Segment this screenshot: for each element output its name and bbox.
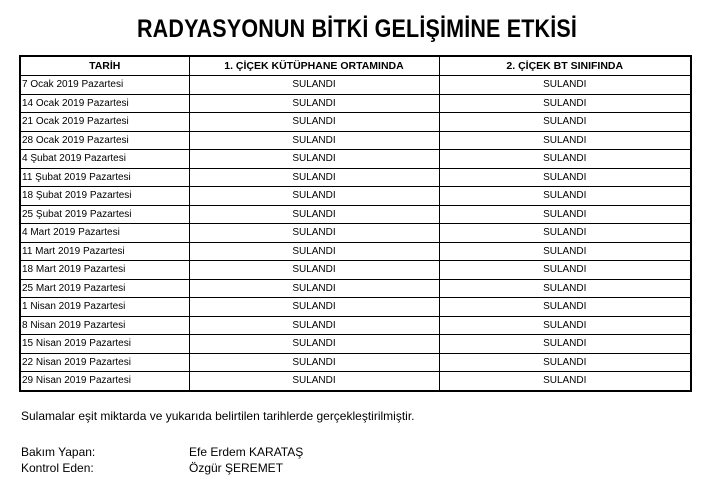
date-cell: 25 Şubat 2019 Pazartesi [20, 205, 189, 224]
flower-2-status-cell: SULANDI [439, 76, 691, 95]
flower-2-status-cell: SULANDI [439, 150, 691, 169]
flower-2-status-cell: SULANDI [439, 316, 691, 335]
checked-by-name: Özgür ŞEREMET [189, 461, 284, 475]
checked-by-label: Kontrol Eden: [21, 461, 94, 475]
flower-1-status-cell: SULANDI [189, 279, 439, 298]
table-row [20, 316, 691, 335]
flower-2-status-cell: SULANDI [439, 94, 691, 113]
date-cell: 25 Mart 2019 Pazartesi [20, 279, 189, 298]
flower-1-status-cell: SULANDI [189, 298, 439, 317]
flower-1-status-cell: SULANDI [189, 131, 439, 150]
flower-2-status-cell: SULANDI [439, 298, 691, 317]
date-cell: 18 Şubat 2019 Pazartesi [20, 187, 189, 206]
table-row [20, 242, 691, 261]
flower-2-status-cell: SULANDI [439, 335, 691, 354]
flower-2-status-cell: SULANDI [439, 372, 691, 391]
date-cell: 21 Ocak 2019 Pazartesi [20, 113, 189, 132]
watering-note: Sulamalar eşit miktarda ve yukarıda belirtilen tarihlerde gerçekleştirilmiştir. [21, 409, 415, 423]
date-cell: 22 Nisan 2019 Pazartesi [20, 353, 189, 372]
table-row [20, 150, 691, 169]
flower-2-status-cell: SULANDI [439, 279, 691, 298]
date-cell: 18 Mart 2019 Pazartesi [20, 261, 189, 280]
table-header-row [20, 56, 691, 76]
header-flower-1-library: 1. ÇİÇEK KÜTÜPHANE ORTAMINDA [189, 56, 439, 76]
flower-2-status-cell: SULANDI [439, 205, 691, 224]
date-cell: 4 Mart 2019 Pazartesi [20, 224, 189, 243]
flower-2-status-cell: SULANDI [439, 261, 691, 280]
date-cell: 29 Nisan 2019 Pazartesi [20, 372, 189, 391]
flower-2-status-cell: SULANDI [439, 113, 691, 132]
table-row [20, 168, 691, 187]
table-row [20, 372, 691, 391]
document-title: RADYASYONUN BİTKİ GELİŞİMİNE ETKİSİ [136, 15, 578, 43]
flower-2-status-cell: SULANDI [439, 224, 691, 243]
watering-log-table [19, 55, 692, 392]
flower-2-status-cell: SULANDI [439, 168, 691, 187]
date-cell: 4 Şubat 2019 Pazartesi [20, 150, 189, 169]
maintained-by-name: Efe Erdem KARATAŞ [189, 445, 304, 459]
flower-2-status-cell: SULANDI [439, 353, 691, 372]
flower-1-status-cell: SULANDI [189, 242, 439, 261]
maintained-by-row [21, 444, 303, 460]
header-date: TARİH [20, 56, 189, 76]
table-row [20, 335, 691, 354]
flower-2-status-cell: SULANDI [439, 131, 691, 150]
table-row [20, 298, 691, 317]
date-cell: 28 Ocak 2019 Pazartesi [20, 131, 189, 150]
table-row [20, 131, 691, 150]
date-cell: 1 Nisan 2019 Pazartesi [20, 298, 189, 317]
table-row [20, 224, 691, 243]
table-row [20, 353, 691, 372]
flower-1-status-cell: SULANDI [189, 150, 439, 169]
flower-1-status-cell: SULANDI [189, 224, 439, 243]
maintained-by-label: Bakım Yapan: [21, 445, 96, 459]
table-row [20, 76, 691, 95]
date-cell: 7 Ocak 2019 Pazartesi [20, 76, 189, 95]
table-row [20, 205, 691, 224]
date-cell: 8 Nisan 2019 Pazartesi [20, 316, 189, 335]
flower-1-status-cell: SULANDI [189, 261, 439, 280]
flower-2-status-cell: SULANDI [439, 242, 691, 261]
flower-1-status-cell: SULANDI [189, 168, 439, 187]
date-cell: 15 Nisan 2019 Pazartesi [20, 335, 189, 354]
date-cell: 11 Şubat 2019 Pazartesi [20, 168, 189, 187]
table-row [20, 261, 691, 280]
table-row [20, 279, 691, 298]
date-cell: 14 Ocak 2019 Pazartesi [20, 94, 189, 113]
table-row [20, 94, 691, 113]
checked-by-row [21, 460, 283, 476]
flower-1-status-cell: SULANDI [189, 316, 439, 335]
flower-1-status-cell: SULANDI [189, 113, 439, 132]
flower-1-status-cell: SULANDI [189, 205, 439, 224]
flower-1-status-cell: SULANDI [189, 353, 439, 372]
header-flower-2-it-class: 2. ÇİÇEK BT SINIFINDA [439, 56, 691, 76]
flower-1-status-cell: SULANDI [189, 372, 439, 391]
flower-1-status-cell: SULANDI [189, 94, 439, 113]
table-row [20, 187, 691, 206]
flower-1-status-cell: SULANDI [189, 335, 439, 354]
date-cell: 11 Mart 2019 Pazartesi [20, 242, 189, 261]
table-body [20, 76, 691, 391]
flower-1-status-cell: SULANDI [189, 76, 439, 95]
table-row [20, 113, 691, 132]
flower-1-status-cell: SULANDI [189, 187, 439, 206]
flower-2-status-cell: SULANDI [439, 187, 691, 206]
